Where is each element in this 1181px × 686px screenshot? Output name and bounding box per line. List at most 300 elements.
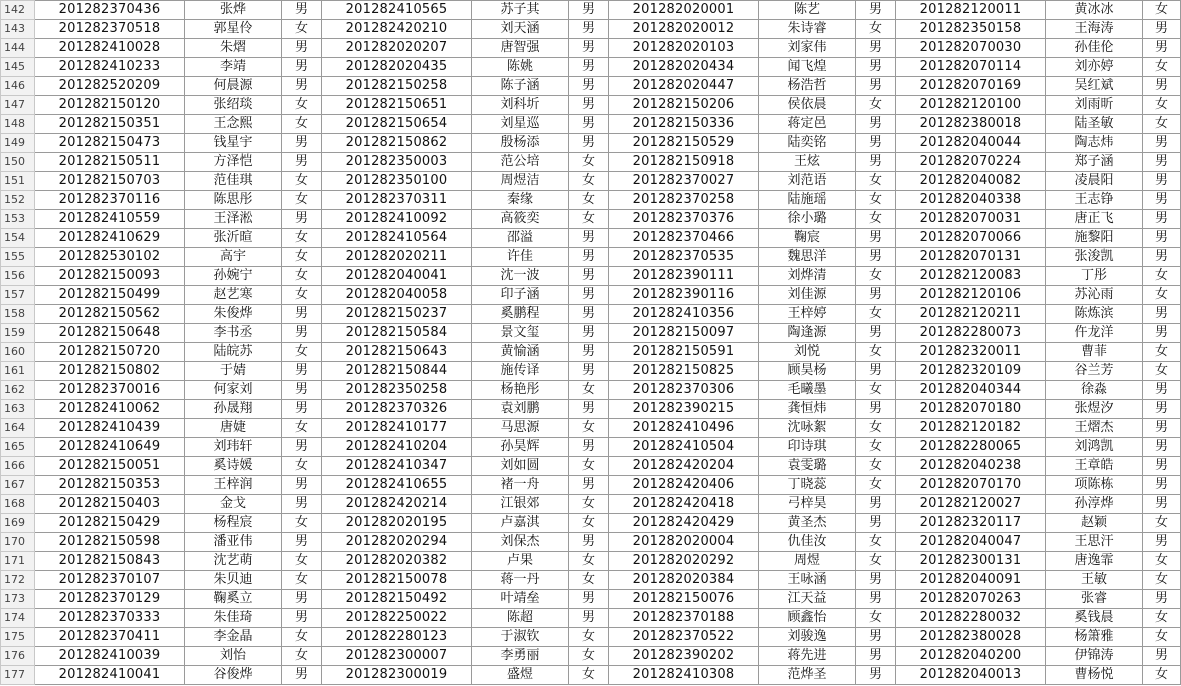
cell-id[interactable]: 201282380018 <box>896 115 1046 134</box>
row-number[interactable]: 172 <box>1 571 35 590</box>
cell-gender[interactable]: 男 <box>282 381 322 400</box>
cell-name[interactable]: 刘星巡 <box>472 115 569 134</box>
cell-id[interactable]: 201282020211 <box>322 248 472 267</box>
cell-gender[interactable]: 男 <box>569 286 609 305</box>
cell-gender[interactable]: 男 <box>569 305 609 324</box>
cell-name[interactable]: 黄愉涵 <box>472 343 569 362</box>
cell-gender[interactable]: 女 <box>282 647 322 666</box>
cell-id[interactable]: 201282020294 <box>322 533 472 552</box>
cell-name[interactable]: 侯依晨 <box>759 96 856 115</box>
cell-gender[interactable]: 男 <box>1143 400 1181 419</box>
cell-gender[interactable]: 女 <box>1143 58 1181 77</box>
cell-name[interactable]: 唐婕 <box>185 419 282 438</box>
cell-gender[interactable]: 女 <box>1143 628 1181 647</box>
cell-name[interactable]: 王梓婷 <box>759 305 856 324</box>
cell-gender[interactable]: 男 <box>1143 457 1181 476</box>
cell-id[interactable]: 201282410504 <box>609 438 759 457</box>
cell-id[interactable]: 201282150499 <box>35 286 185 305</box>
cell-name[interactable]: 许佳 <box>472 248 569 267</box>
cell-id[interactable]: 201282020001 <box>609 1 759 20</box>
cell-name[interactable]: 唐智强 <box>472 39 569 58</box>
cell-name[interactable]: 孙昊辉 <box>472 438 569 457</box>
cell-id[interactable]: 201282120083 <box>896 267 1046 286</box>
cell-id[interactable]: 201282300007 <box>322 647 472 666</box>
cell-id[interactable]: 201282350158 <box>896 20 1046 39</box>
cell-name[interactable]: 王梓润 <box>185 476 282 495</box>
cell-name[interactable]: 鞠奚立 <box>185 590 282 609</box>
cell-name[interactable]: 苏沁雨 <box>1046 286 1143 305</box>
cell-gender[interactable]: 男 <box>282 609 322 628</box>
cell-gender[interactable]: 男 <box>282 39 322 58</box>
cell-gender[interactable]: 女 <box>569 210 609 229</box>
row-number[interactable]: 147 <box>1 96 35 115</box>
cell-name[interactable]: 王章皓 <box>1046 457 1143 476</box>
cell-name[interactable]: 盛煜 <box>472 666 569 685</box>
cell-name[interactable]: 袁雯璐 <box>759 457 856 476</box>
row-number[interactable]: 161 <box>1 362 35 381</box>
cell-gender[interactable]: 女 <box>282 267 322 286</box>
cell-id[interactable]: 201282420204 <box>609 457 759 476</box>
cell-gender[interactable]: 男 <box>569 248 609 267</box>
cell-id[interactable]: 201282410559 <box>35 210 185 229</box>
row-number[interactable]: 162 <box>1 381 35 400</box>
cell-gender[interactable]: 女 <box>282 514 322 533</box>
cell-gender[interactable]: 男 <box>856 514 896 533</box>
cell-id[interactable]: 201282020292 <box>609 552 759 571</box>
cell-gender[interactable]: 女 <box>1143 1 1181 20</box>
cell-name[interactable]: 陈子涵 <box>472 77 569 96</box>
cell-gender[interactable]: 男 <box>569 267 609 286</box>
cell-id[interactable]: 201282070263 <box>896 590 1046 609</box>
cell-gender[interactable]: 男 <box>856 590 896 609</box>
cell-gender[interactable]: 女 <box>856 191 896 210</box>
cell-gender[interactable]: 女 <box>569 571 609 590</box>
cell-name[interactable]: 陶逢源 <box>759 324 856 343</box>
cell-id[interactable]: 201282150584 <box>322 324 472 343</box>
cell-gender[interactable]: 男 <box>1143 210 1181 229</box>
cell-id[interactable]: 201282120106 <box>896 286 1046 305</box>
cell-gender[interactable]: 女 <box>282 20 322 39</box>
cell-id[interactable]: 201282150843 <box>35 552 185 571</box>
cell-name[interactable]: 毛曦墨 <box>759 381 856 400</box>
cell-name[interactable]: 刘科圻 <box>472 96 569 115</box>
cell-id[interactable]: 201282150093 <box>35 267 185 286</box>
cell-id[interactable]: 201282070224 <box>896 153 1046 172</box>
cell-id[interactable]: 201282410439 <box>35 419 185 438</box>
cell-id[interactable]: 201282120100 <box>896 96 1046 115</box>
cell-id[interactable]: 201282150120 <box>35 96 185 115</box>
cell-gender[interactable]: 男 <box>856 495 896 514</box>
cell-gender[interactable]: 男 <box>282 305 322 324</box>
cell-name[interactable]: 蒋先进 <box>759 647 856 666</box>
cell-name[interactable]: 沈咏絮 <box>759 419 856 438</box>
cell-name[interactable]: 张煜汐 <box>1046 400 1143 419</box>
cell-name[interactable]: 王思汗 <box>1046 533 1143 552</box>
cell-name[interactable]: 王泽淞 <box>185 210 282 229</box>
cell-id[interactable]: 201282150051 <box>35 457 185 476</box>
row-number[interactable]: 157 <box>1 286 35 305</box>
cell-gender[interactable]: 男 <box>856 115 896 134</box>
cell-id[interactable]: 201282070114 <box>896 58 1046 77</box>
cell-gender[interactable]: 女 <box>856 476 896 495</box>
cell-name[interactable]: 施传译 <box>472 362 569 381</box>
cell-name[interactable]: 奚钱晨 <box>1046 609 1143 628</box>
cell-name[interactable]: 孙晟翔 <box>185 400 282 419</box>
cell-id[interactable]: 201282150403 <box>35 495 185 514</box>
cell-gender[interactable]: 男 <box>1143 229 1181 248</box>
cell-id[interactable]: 201282420429 <box>609 514 759 533</box>
cell-id[interactable]: 201282150473 <box>35 134 185 153</box>
cell-gender[interactable]: 女 <box>282 571 322 590</box>
cell-id[interactable]: 201282150862 <box>322 134 472 153</box>
cell-name[interactable]: 蒋定邑 <box>759 115 856 134</box>
cell-id[interactable]: 201282150591 <box>609 343 759 362</box>
cell-id[interactable]: 201282040013 <box>896 666 1046 685</box>
cell-id[interactable]: 201282390202 <box>609 647 759 666</box>
cell-gender[interactable]: 女 <box>282 286 322 305</box>
cell-name[interactable]: 何家刘 <box>185 381 282 400</box>
cell-name[interactable]: 唐逸霏 <box>1046 552 1143 571</box>
cell-name[interactable]: 方泽恺 <box>185 153 282 172</box>
cell-name[interactable]: 丁彤 <box>1046 267 1143 286</box>
cell-gender[interactable]: 女 <box>1143 609 1181 628</box>
cell-name[interactable]: 凌晨阳 <box>1046 172 1143 191</box>
cell-gender[interactable]: 男 <box>569 115 609 134</box>
cell-id[interactable]: 201282410233 <box>35 58 185 77</box>
cell-name[interactable]: 徐小璐 <box>759 210 856 229</box>
cell-gender[interactable]: 女 <box>282 96 322 115</box>
row-number[interactable]: 164 <box>1 419 35 438</box>
cell-name[interactable]: 于婧 <box>185 362 282 381</box>
cell-gender[interactable]: 女 <box>1143 115 1181 134</box>
cell-id[interactable]: 201282070066 <box>896 229 1046 248</box>
cell-gender[interactable]: 男 <box>1143 305 1181 324</box>
cell-name[interactable]: 卢果 <box>472 552 569 571</box>
cell-id[interactable]: 201282020004 <box>609 533 759 552</box>
cell-name[interactable]: 印诗琪 <box>759 438 856 457</box>
cell-id[interactable]: 201282070180 <box>896 400 1046 419</box>
row-number[interactable]: 148 <box>1 115 35 134</box>
cell-name[interactable]: 丁晓蕊 <box>759 476 856 495</box>
cell-id[interactable]: 201282020384 <box>609 571 759 590</box>
cell-id[interactable]: 201282370258 <box>609 191 759 210</box>
cell-gender[interactable]: 女 <box>1143 96 1181 115</box>
cell-id[interactable]: 201282370326 <box>322 400 472 419</box>
cell-name[interactable]: 谷俊烨 <box>185 666 282 685</box>
cell-id[interactable]: 201282410177 <box>322 419 472 438</box>
cell-id[interactable]: 201282370188 <box>609 609 759 628</box>
cell-id[interactable]: 201282040338 <box>896 191 1046 210</box>
cell-id[interactable]: 201282280065 <box>896 438 1046 457</box>
cell-name[interactable]: 刘玮轩 <box>185 438 282 457</box>
row-number[interactable]: 167 <box>1 476 35 495</box>
cell-name[interactable]: 曹菲 <box>1046 343 1143 362</box>
cell-gender[interactable]: 男 <box>856 248 896 267</box>
cell-id[interactable]: 201282150206 <box>609 96 759 115</box>
cell-id[interactable]: 201282410347 <box>322 457 472 476</box>
cell-gender[interactable]: 男 <box>569 20 609 39</box>
cell-gender[interactable]: 男 <box>1143 153 1181 172</box>
cell-id[interactable]: 201282150351 <box>35 115 185 134</box>
cell-id[interactable]: 201282020382 <box>322 552 472 571</box>
cell-gender[interactable]: 女 <box>569 514 609 533</box>
cell-id[interactable]: 201282020447 <box>609 77 759 96</box>
cell-id[interactable]: 201282410204 <box>322 438 472 457</box>
cell-name[interactable]: 刘保杰 <box>472 533 569 552</box>
cell-name[interactable]: 邵溢 <box>472 229 569 248</box>
cell-gender[interactable]: 女 <box>569 628 609 647</box>
cell-id[interactable]: 201282020195 <box>322 514 472 533</box>
cell-gender[interactable]: 男 <box>1143 248 1181 267</box>
cell-name[interactable]: 苏子其 <box>472 1 569 20</box>
row-number[interactable]: 152 <box>1 191 35 210</box>
cell-gender[interactable]: 男 <box>856 362 896 381</box>
cell-gender[interactable]: 女 <box>282 229 322 248</box>
cell-gender[interactable]: 男 <box>569 1 609 20</box>
cell-gender[interactable]: 男 <box>282 666 322 685</box>
cell-name[interactable]: 曹杨悦 <box>1046 666 1143 685</box>
cell-id[interactable]: 201282120027 <box>896 495 1046 514</box>
cell-gender[interactable]: 女 <box>282 172 322 191</box>
row-number[interactable]: 163 <box>1 400 35 419</box>
cell-name[interactable]: 高筱奕 <box>472 210 569 229</box>
row-number[interactable]: 156 <box>1 267 35 286</box>
cell-name[interactable]: 李金晶 <box>185 628 282 647</box>
row-number[interactable]: 177 <box>1 666 35 685</box>
cell-gender[interactable]: 女 <box>856 419 896 438</box>
cell-name[interactable]: 马思源 <box>472 419 569 438</box>
cell-name[interactable]: 沈一波 <box>472 267 569 286</box>
cell-gender[interactable]: 女 <box>569 419 609 438</box>
cell-id[interactable]: 201282150802 <box>35 362 185 381</box>
cell-name[interactable]: 陆圣敏 <box>1046 115 1143 134</box>
cell-id[interactable]: 201282280032 <box>896 609 1046 628</box>
cell-gender[interactable]: 男 <box>282 1 322 20</box>
cell-name[interactable]: 唐正飞 <box>1046 210 1143 229</box>
cell-name[interactable]: 钱星宇 <box>185 134 282 153</box>
cell-name[interactable]: 金戈 <box>185 495 282 514</box>
cell-id[interactable]: 201282350003 <box>322 153 472 172</box>
row-number[interactable]: 171 <box>1 552 35 571</box>
cell-name[interactable]: 于淑钦 <box>472 628 569 647</box>
cell-gender[interactable]: 女 <box>569 172 609 191</box>
cell-name[interactable]: 陆施瑶 <box>759 191 856 210</box>
cell-gender[interactable]: 女 <box>569 381 609 400</box>
cell-id[interactable]: 201282150076 <box>609 590 759 609</box>
cell-gender[interactable]: 男 <box>1143 647 1181 666</box>
cell-id[interactable]: 201282020434 <box>609 58 759 77</box>
cell-id[interactable]: 201282040047 <box>896 533 1046 552</box>
row-number[interactable]: 159 <box>1 324 35 343</box>
cell-gender[interactable]: 女 <box>1143 514 1181 533</box>
row-number[interactable]: 150 <box>1 153 35 172</box>
cell-name[interactable]: 陈姚 <box>472 58 569 77</box>
cell-gender[interactable]: 男 <box>282 77 322 96</box>
cell-name[interactable]: 陈艺 <box>759 1 856 20</box>
cell-id[interactable]: 201282390111 <box>609 267 759 286</box>
row-number[interactable]: 155 <box>1 248 35 267</box>
cell-id[interactable]: 201282070030 <box>896 39 1046 58</box>
cell-id[interactable]: 201282070170 <box>896 476 1046 495</box>
cell-gender[interactable]: 女 <box>1143 286 1181 305</box>
cell-id[interactable]: 201282420214 <box>322 495 472 514</box>
cell-gender[interactable]: 男 <box>569 362 609 381</box>
cell-gender[interactable]: 男 <box>1143 77 1181 96</box>
cell-name[interactable]: 张睿 <box>1046 590 1143 609</box>
cell-name[interactable]: 陆皖苏 <box>185 343 282 362</box>
cell-id[interactable]: 201282410629 <box>35 229 185 248</box>
cell-name[interactable]: 仇佳汝 <box>759 533 856 552</box>
cell-name[interactable]: 李书丞 <box>185 324 282 343</box>
cell-gender[interactable]: 男 <box>856 58 896 77</box>
cell-gender[interactable]: 女 <box>856 96 896 115</box>
cell-name[interactable]: 王炫 <box>759 153 856 172</box>
cell-id[interactable]: 201282150097 <box>609 324 759 343</box>
cell-gender[interactable]: 男 <box>569 229 609 248</box>
cell-id[interactable]: 201282120211 <box>896 305 1046 324</box>
cell-id[interactable]: 201282150651 <box>322 96 472 115</box>
cell-gender[interactable]: 男 <box>1143 20 1181 39</box>
cell-name[interactable]: 闻飞煌 <box>759 58 856 77</box>
cell-name[interactable]: 刘天涵 <box>472 20 569 39</box>
cell-name[interactable]: 朱熠 <box>185 39 282 58</box>
cell-gender[interactable]: 男 <box>1143 324 1181 343</box>
cell-id[interactable]: 201282150529 <box>609 134 759 153</box>
cell-id[interactable]: 201282420418 <box>609 495 759 514</box>
row-number[interactable]: 170 <box>1 533 35 552</box>
cell-name[interactable]: 刘烨清 <box>759 267 856 286</box>
row-number[interactable]: 143 <box>1 20 35 39</box>
cell-id[interactable]: 201282070131 <box>896 248 1046 267</box>
cell-name[interactable]: 顾昊杨 <box>759 362 856 381</box>
cell-id[interactable]: 201282370306 <box>609 381 759 400</box>
cell-name[interactable]: 王海涛 <box>1046 20 1143 39</box>
cell-name[interactable]: 高宇 <box>185 248 282 267</box>
row-number[interactable]: 151 <box>1 172 35 191</box>
cell-name[interactable]: 刘如圆 <box>472 457 569 476</box>
cell-name[interactable]: 范公培 <box>472 153 569 172</box>
cell-gender[interactable]: 女 <box>282 343 322 362</box>
cell-name[interactable]: 褚一舟 <box>472 476 569 495</box>
cell-id[interactable]: 201282410092 <box>322 210 472 229</box>
cell-gender[interactable]: 男 <box>569 39 609 58</box>
cell-id[interactable]: 201282410356 <box>609 305 759 324</box>
cell-id[interactable]: 201282320109 <box>896 362 1046 381</box>
cell-id[interactable]: 201282150844 <box>322 362 472 381</box>
cell-name[interactable]: 王敏 <box>1046 571 1143 590</box>
cell-gender[interactable]: 男 <box>569 400 609 419</box>
cell-name[interactable]: 潘亚伟 <box>185 533 282 552</box>
cell-name[interactable]: 袁刘鹏 <box>472 400 569 419</box>
cell-name[interactable]: 陈超 <box>472 609 569 628</box>
cell-gender[interactable]: 男 <box>282 400 322 419</box>
row-number[interactable]: 158 <box>1 305 35 324</box>
cell-id[interactable]: 201282150703 <box>35 172 185 191</box>
cell-gender[interactable]: 男 <box>282 58 322 77</box>
cell-id[interactable]: 201282370535 <box>609 248 759 267</box>
cell-id[interactable]: 201282410564 <box>322 229 472 248</box>
cell-name[interactable]: 王咏涵 <box>759 571 856 590</box>
cell-name[interactable]: 赵艺寒 <box>185 286 282 305</box>
cell-name[interactable]: 郑子涵 <box>1046 153 1143 172</box>
cell-gender[interactable]: 男 <box>856 400 896 419</box>
row-number[interactable]: 176 <box>1 647 35 666</box>
row-number[interactable]: 144 <box>1 39 35 58</box>
cell-gender[interactable]: 男 <box>1143 533 1181 552</box>
cell-name[interactable]: 陈思彤 <box>185 191 282 210</box>
cell-gender[interactable]: 男 <box>1143 419 1181 438</box>
cell-id[interactable]: 201282120182 <box>896 419 1046 438</box>
cell-gender[interactable]: 男 <box>282 134 322 153</box>
cell-gender[interactable]: 男 <box>1143 438 1181 457</box>
cell-name[interactable]: 何晨源 <box>185 77 282 96</box>
cell-id[interactable]: 201282370311 <box>322 191 472 210</box>
cell-id[interactable]: 201282150654 <box>322 115 472 134</box>
cell-name[interactable]: 朱贝迪 <box>185 571 282 590</box>
cell-name[interactable]: 刘雨昕 <box>1046 96 1143 115</box>
cell-name[interactable]: 沈艺萌 <box>185 552 282 571</box>
cell-gender[interactable]: 女 <box>282 628 322 647</box>
cell-gender[interactable]: 女 <box>569 191 609 210</box>
cell-id[interactable]: 201282280123 <box>322 628 472 647</box>
cell-name[interactable]: 陶志炜 <box>1046 134 1143 153</box>
cell-id[interactable]: 201282350258 <box>322 381 472 400</box>
cell-id[interactable]: 201282040091 <box>896 571 1046 590</box>
cell-name[interactable]: 张浚凯 <box>1046 248 1143 267</box>
row-number[interactable]: 142 <box>1 1 35 20</box>
cell-gender[interactable]: 男 <box>1143 172 1181 191</box>
cell-name[interactable]: 刘骏逸 <box>759 628 856 647</box>
cell-gender[interactable]: 男 <box>569 609 609 628</box>
cell-id[interactable]: 201282070031 <box>896 210 1046 229</box>
cell-gender[interactable]: 女 <box>569 666 609 685</box>
cell-gender[interactable]: 男 <box>1143 381 1181 400</box>
cell-id[interactable]: 201282410062 <box>35 400 185 419</box>
cell-name[interactable]: 施黎阳 <box>1046 229 1143 248</box>
row-number[interactable]: 154 <box>1 229 35 248</box>
cell-name[interactable]: 范烨圣 <box>759 666 856 685</box>
cell-gender[interactable]: 男 <box>569 590 609 609</box>
cell-id[interactable]: 201282150562 <box>35 305 185 324</box>
cell-gender[interactable]: 女 <box>569 647 609 666</box>
cell-name[interactable]: 奚诗媛 <box>185 457 282 476</box>
cell-name[interactable]: 刘佳源 <box>759 286 856 305</box>
cell-name[interactable]: 魏思洋 <box>759 248 856 267</box>
cell-id[interactable]: 201282150258 <box>322 77 472 96</box>
cell-id[interactable]: 201282150643 <box>322 343 472 362</box>
cell-name[interactable]: 刘鸿凯 <box>1046 438 1143 457</box>
cell-gender[interactable]: 男 <box>1143 495 1181 514</box>
cell-id[interactable]: 201282370016 <box>35 381 185 400</box>
cell-id[interactable]: 201282020103 <box>609 39 759 58</box>
cell-id[interactable]: 201282370116 <box>35 191 185 210</box>
cell-name[interactable]: 杨箫雅 <box>1046 628 1143 647</box>
cell-gender[interactable]: 男 <box>282 153 322 172</box>
cell-gender[interactable]: 男 <box>856 39 896 58</box>
cell-id[interactable]: 201282150237 <box>322 305 472 324</box>
cell-gender[interactable]: 女 <box>282 248 322 267</box>
cell-gender[interactable]: 男 <box>569 438 609 457</box>
row-number[interactable]: 160 <box>1 343 35 362</box>
cell-id[interactable]: 201282020012 <box>609 20 759 39</box>
cell-name[interactable]: 陆奕铭 <box>759 134 856 153</box>
cell-name[interactable]: 周煜 <box>759 552 856 571</box>
row-number[interactable]: 149 <box>1 134 35 153</box>
cell-gender[interactable]: 女 <box>282 115 322 134</box>
cell-gender[interactable]: 男 <box>569 343 609 362</box>
cell-id[interactable]: 201282410655 <box>322 476 472 495</box>
cell-id[interactable]: 201282150598 <box>35 533 185 552</box>
